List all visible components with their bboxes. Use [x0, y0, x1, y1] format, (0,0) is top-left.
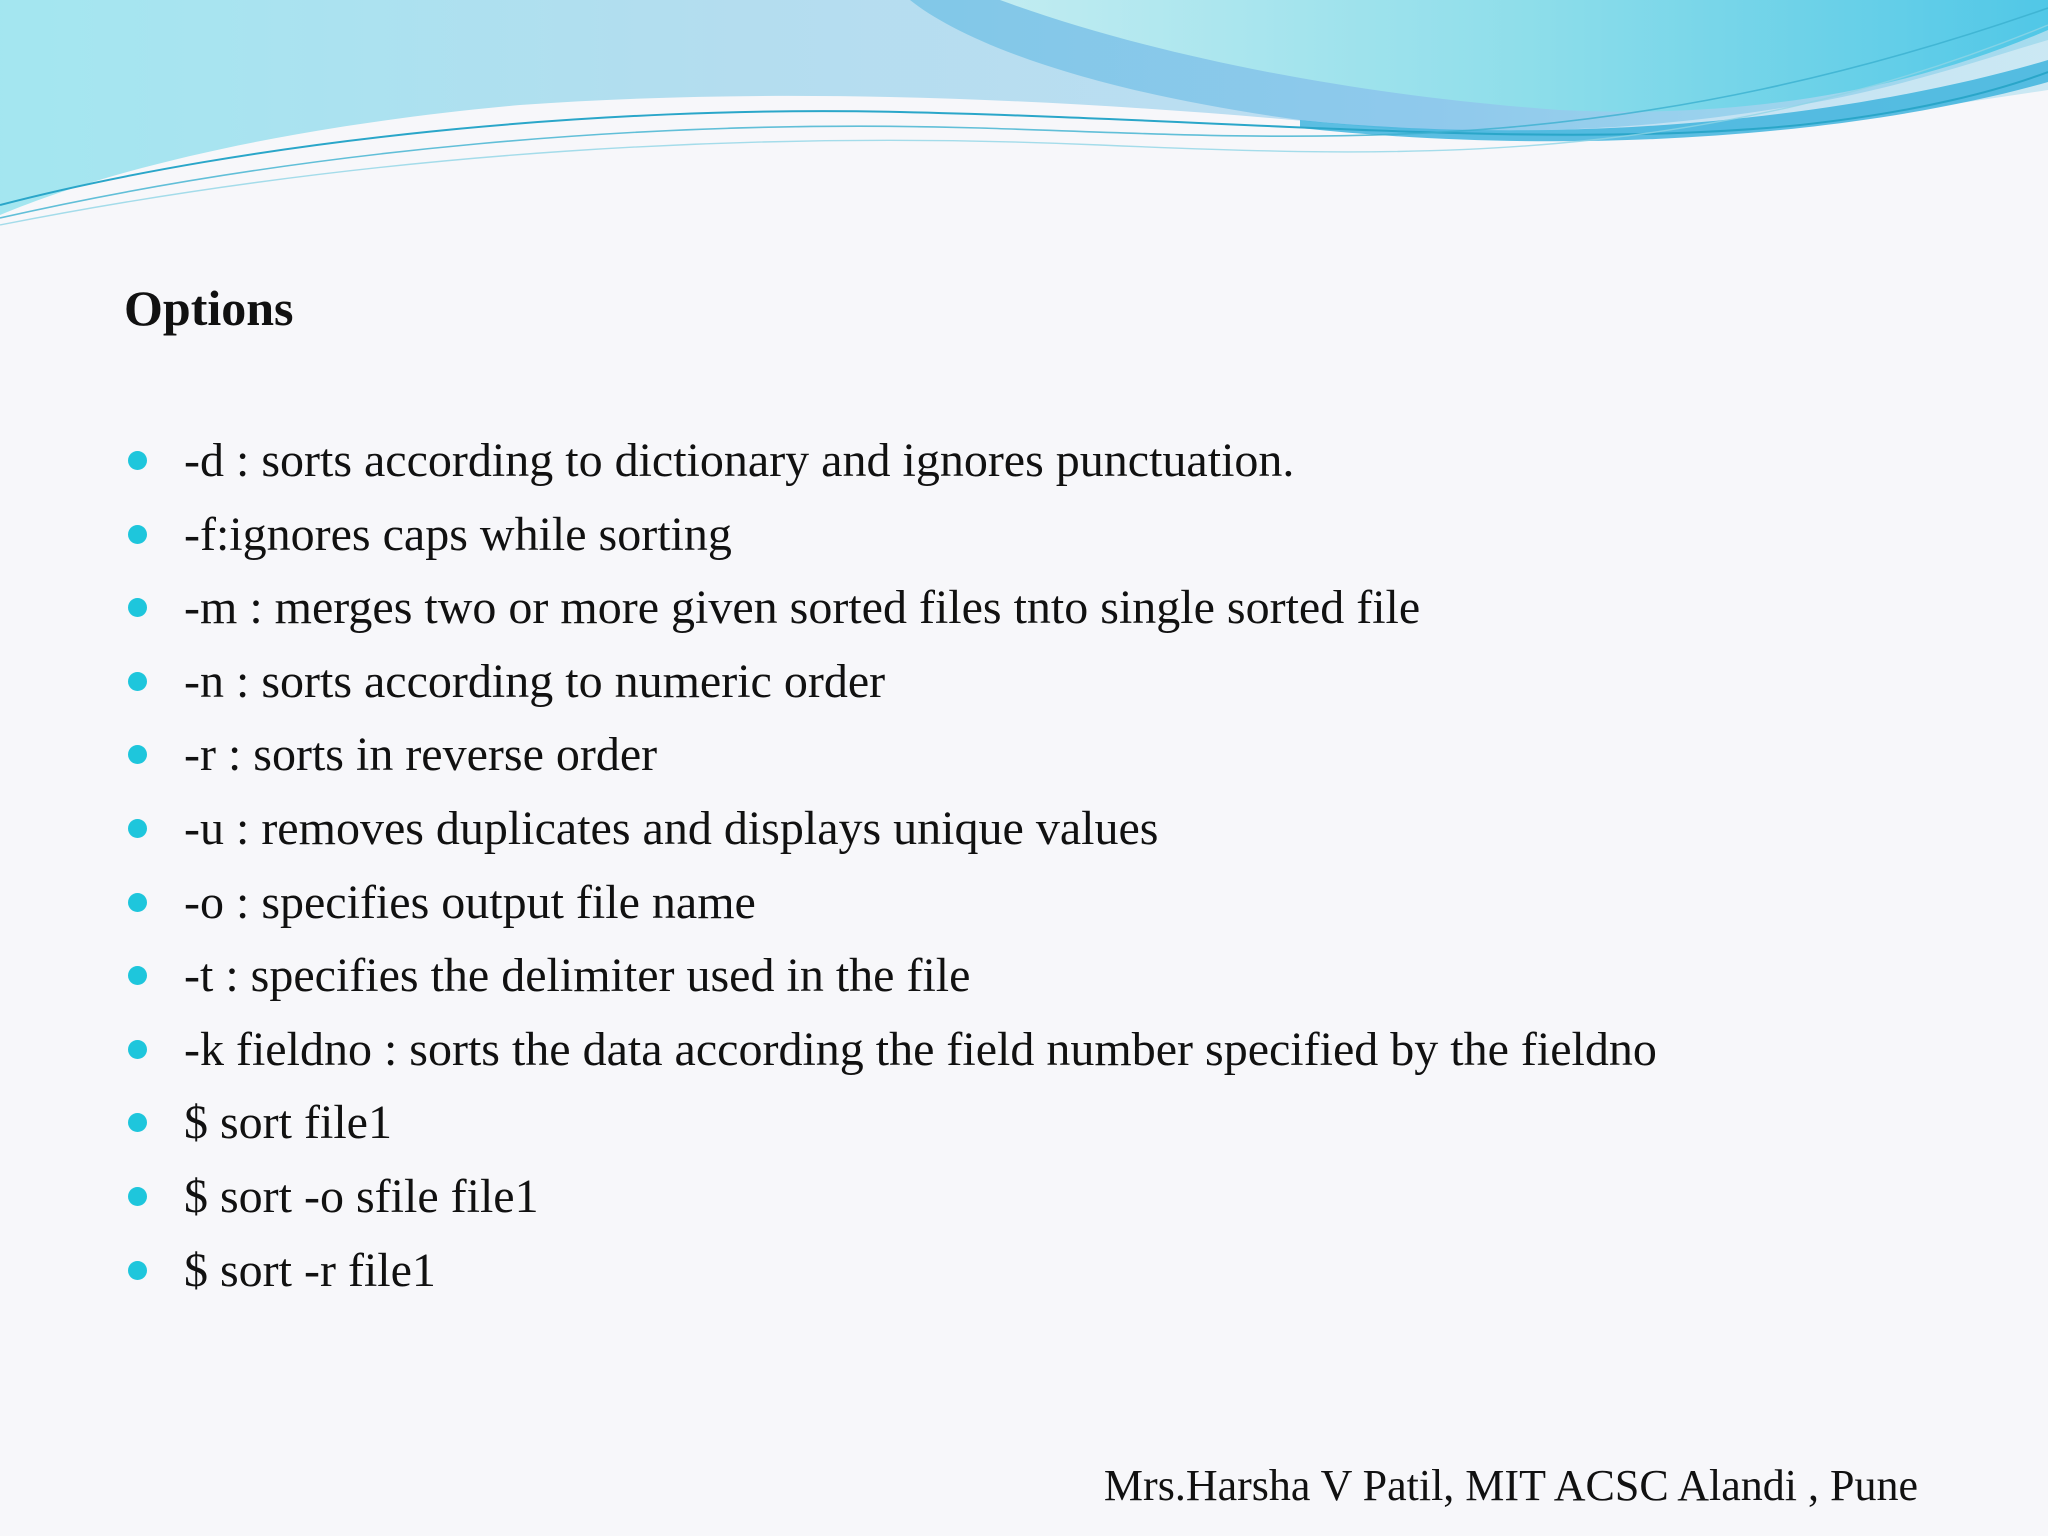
header-wave-decoration — [0, 0, 2048, 240]
bullet-dot-icon — [128, 525, 147, 544]
slide-title: Options — [124, 280, 294, 336]
bullet-text: -t : specifies the delimiter used in the file — [184, 949, 971, 1003]
bullet-text: $ sort -r file1 — [184, 1243, 436, 1297]
bullet-text: -o : specifies output file name — [184, 875, 756, 929]
bullet-list — [124, 424, 1657, 1307]
bullet-dot-icon — [128, 672, 147, 691]
bullet-item — [124, 792, 1657, 866]
bullet-item — [124, 1234, 1657, 1308]
bullet-text: -k fieldno : sorts the data according the field number specified by the fieldno — [184, 1022, 1657, 1076]
bullet-text: $ sort file1 — [184, 1096, 392, 1150]
bullet-item — [124, 866, 1657, 940]
bullet-text: -u : removes duplicates and displays unique values — [184, 801, 1159, 855]
bullet-text: $ sort -o sfile file1 — [184, 1169, 539, 1223]
bullet-dot-icon — [128, 598, 147, 617]
bullet-item — [124, 498, 1657, 572]
bullet-dot-icon — [128, 819, 147, 838]
bullet-item — [124, 645, 1657, 719]
bullet-item — [124, 424, 1657, 498]
bullet-item — [124, 1086, 1657, 1160]
bullet-dot-icon — [128, 893, 147, 912]
bullet-text: -r : sorts in reverse order — [184, 728, 658, 782]
bullet-text: -f:ignores caps while sorting — [184, 507, 732, 561]
bullet-item — [124, 939, 1657, 1013]
bullet-dot-icon — [128, 1261, 147, 1280]
bullet-item — [124, 571, 1657, 645]
bullet-item — [124, 1013, 1657, 1087]
bullet-dot-icon — [128, 1113, 147, 1132]
bullet-dot-icon — [128, 745, 147, 764]
bullet-item — [124, 718, 1657, 792]
bullet-item — [124, 1160, 1657, 1234]
bullet-text: -n : sorts according to numeric order — [184, 654, 886, 708]
bullet-dot-icon — [128, 1040, 147, 1059]
footer-author: Mrs.Harsha V Patil, MIT ACSC Alandi , Pune — [1103, 1461, 1918, 1510]
bullet-text: -m : merges two or more given sorted files tnto single sorted file — [184, 581, 1421, 635]
bullet-dot-icon — [128, 966, 147, 985]
bullet-text: -d : sorts according to dictionary and ignores punctuation. — [184, 434, 1295, 487]
bullet-dot-icon — [128, 1187, 147, 1206]
bullet-dot-icon — [128, 451, 147, 470]
